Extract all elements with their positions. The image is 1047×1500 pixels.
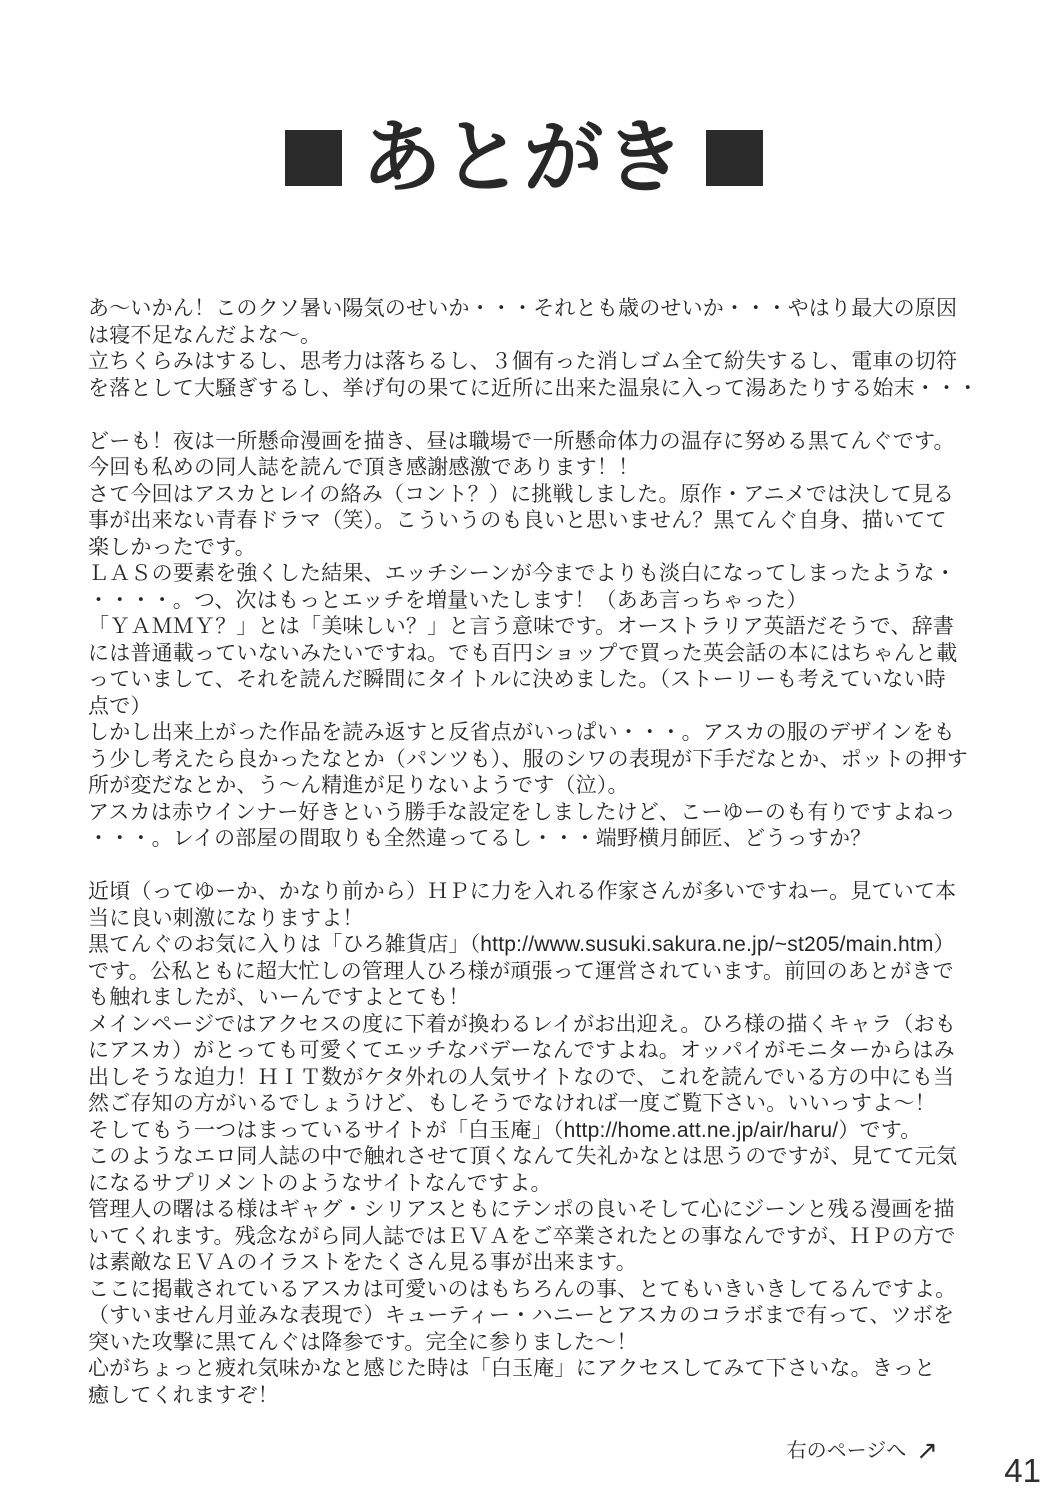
- text-line: にアスカ）がとっても可愛くてエッチなバデーなんですよね。オッパイがモニターからはみ: [88, 1039, 955, 1062]
- text-line: 心がちょっと疲れ気味かなと感じた時は「白玉庵」にアクセスしてみて下さいな。きっと: [88, 1357, 936, 1380]
- text-line: 然ご存知の方がいるでしょうけど、もしそうでなければ一度ご覧下さい。いいっすよ～！: [88, 1092, 936, 1115]
- paragraph: [88, 296, 990, 402]
- text-line: このようなエロ同人誌の中で触れさせて頂くなんて失礼かなとは思うのですが、見てて元気: [88, 1145, 958, 1168]
- text-line: ・・・・。つ、次はもっとエッチを増量いたします！（ああ言っちゃった）: [88, 588, 808, 612]
- text-line: ここに掲載されているアスカは可愛いのはもちろんの事、とてもいきいきしてるんですよ。: [88, 1277, 957, 1301]
- title-right-square-decoration: [706, 130, 763, 186]
- page-title-text: あとがき: [361, 113, 686, 202]
- text-line: あ～いかん！このクソ暑い陽気のせいか・・・それとも歳のせいか・・・やはり最大の原因: [88, 297, 958, 320]
- next-page-label: 右のページへ: [786, 1439, 907, 1462]
- text-line: どーも！夜は一所懸命漫画を描き、昼は職場で一所懸命体力の温存に努める黒てんぐです。: [88, 429, 955, 453]
- text-line: 出しそうな迫力！ＨＩＴ数がケタ外れの人気サイトなので、これを読んでいる方の中にも当: [88, 1065, 955, 1089]
- text-line: 今回も私めの同人誌を読んで頂き感謝感激であります！！: [88, 456, 640, 479]
- text-line: 黒てんぐのお気に入りは「ひろ雑貨店」（http://www.susuki.sakura.ne.jp/~st205/main.htm）: [88, 933, 955, 956]
- text-line: 楽しかったです。: [88, 535, 256, 559]
- text-line: には普通載っていないみたいですね。でも百円ショップで買った英会話の本にはちゃんと載: [88, 641, 958, 665]
- text-line: も触れましたが、いーんですよとても！: [88, 986, 470, 1009]
- page-number: 41: [1004, 1452, 1041, 1489]
- text-line: ・・・。レイの部屋の間取りも全然違ってるし・・・端野横月師匠、どうっすか？: [88, 827, 872, 850]
- text-line: さて今回はアスカとレイの絡み（コント？）に挑戦しました。原作・アニメでは決して見る: [88, 482, 955, 506]
- text-line: 立ちくらみはするし、思考力は落ちるし、３個有った消しゴム全て紛失するし、電車の切符: [88, 350, 958, 373]
- text-line: になるサプリメントのようなサイトなんですよ。: [88, 1171, 552, 1195]
- text-line: ＬＡＳの要素を強くした結果、エッチシーンが今までよりも淡白になってしまったような・: [88, 562, 956, 585]
- text-line: は素敵なＥＶＡのイラストをたくさん見る事が出来ます。: [88, 1251, 637, 1274]
- text-line: 管理人の曙はる様はギャグ・シリアスともにテンポの良いそして心にジーンと残る漫画を描: [88, 1198, 955, 1221]
- text-line: 当に良い刺激になりますよ！: [88, 906, 364, 930]
- page-title: [0, 108, 1047, 208]
- text-line: です。公私ともに超大忙しの管理人ひろ様が頑張って運営されています。前回のあとがきで: [88, 959, 954, 983]
- paragraph: [88, 429, 990, 853]
- text-line: は寝不足なんだよな～。: [88, 323, 322, 347]
- arrow-up-right-icon: ↗: [916, 1434, 938, 1465]
- text-line: 近頃（ってゆーか、かなり前から）ＨＰに力を入れる作家さんが多いですねー。見ていて本: [88, 880, 957, 903]
- paragraph: [88, 879, 990, 1409]
- text-line: （すいません月並みな表現で）キューティー・ハニーとアスカのコラボまで有って、ツボを: [88, 1304, 955, 1327]
- text-line: っていまして、それを読んだ瞬間にタイトルに決めました。（ストーリーも考えていない時: [88, 668, 946, 691]
- text-line: 突いた攻撃に黒てんぐは降参です。完全に参りました～！: [88, 1330, 638, 1354]
- body-text: [88, 296, 990, 1464]
- text-line: 所が変だなとか、う～ん精進が足りないようです（泣）。: [88, 774, 629, 797]
- text-line: を落として大騒ぎするし、挙げ句の果てに近所に出来た温泉に入って湯あたりする始末・・・: [88, 376, 979, 400]
- text-line: 「ＹＡＭＭＹ？」とは「美味しい？」と言う意味です。オーストラリア英語だそうで、辞書: [88, 615, 955, 638]
- text-line: う少し考えたら良かったなとか（パンツも）、服のシワの表現が下手だなとか、ポットの押す: [88, 747, 968, 771]
- text-line: 癒してくれますぞ！: [88, 1383, 279, 1407]
- text-line: 点で）: [88, 694, 152, 718]
- text-line: そしてもう一つはまっているサイトが「白玉庵」（http://home.att.ne.jp/air/haru/）です。: [88, 1118, 922, 1142]
- text-line: 事が出来ない青春ドラマ（笑）。こういうのも良いと思いません？黒てんぐ自身、描いてて: [88, 509, 947, 532]
- text-line: しかし出来上がった作品を読み返すと反省点がいっぱい・・・。アスカの服のデザインをも: [88, 721, 955, 744]
- text-line: メインページではアクセスの度に下着が換わるレイがお出迎え。ひろ様の描くキャラ（おも: [88, 1012, 956, 1036]
- text-line: いてくれます。残念ながら同人誌ではＥＶＡをご卒業されたとの事なんですが、ＨＰの方で: [88, 1224, 956, 1248]
- text-line: アスカは赤ウインナー好きという勝手な設定をしましたけど、こーゆーのも有りですよねっ: [88, 800, 956, 824]
- title-left-square-decoration: [285, 130, 342, 186]
- next-page-note: [88, 1436, 990, 1464]
